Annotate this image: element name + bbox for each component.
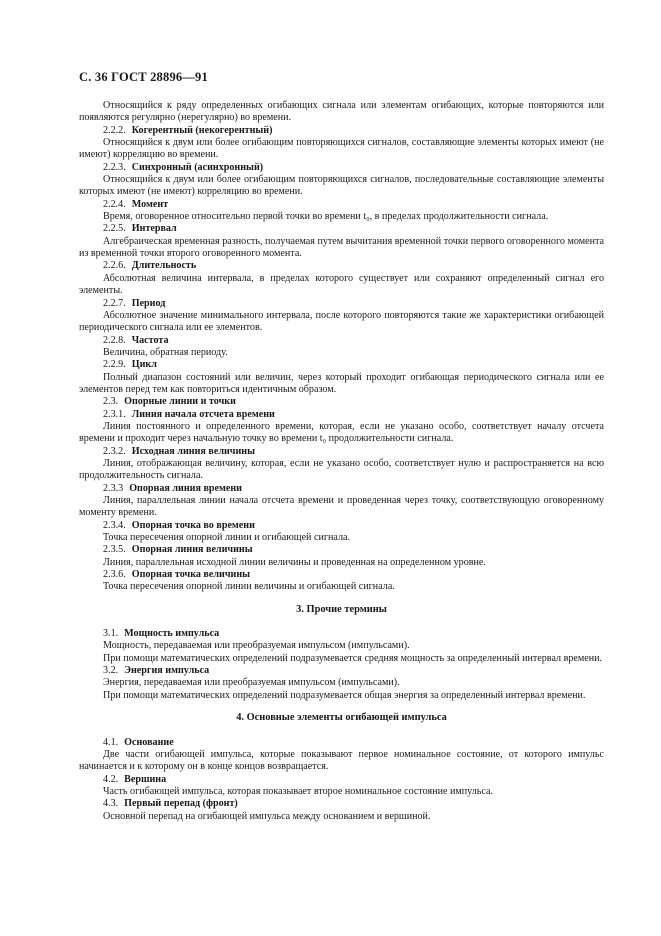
paragraph: Алгебраическая временная разность, получаемая путем вычитания временной точки первого оговоренного момента из временной точки второго оговоренного момента. bbox=[79, 235, 604, 260]
term-number: 2.3.2. bbox=[103, 445, 126, 457]
paragraph: Относящийся к двум или более огибающим повторяющихся сигналов, последовательные составляющие элементы которых имеют (не имеют) корреляцию во времени. bbox=[79, 174, 604, 198]
paragraph: Часть огибающей импульса, которая показывает второе номинальное состояние импульса. bbox=[103, 785, 494, 797]
term-number: 2.2.4. bbox=[103, 198, 126, 210]
term-heading bbox=[79, 569, 604, 581]
term-name: Опорные линии и точки bbox=[124, 396, 236, 408]
term-name: Когерентный (некогерентный) bbox=[131, 124, 273, 136]
term-heading bbox=[79, 628, 604, 640]
term-name: Длительность bbox=[131, 260, 197, 272]
paragraph: Линия, параллельная линии начала отсчета времени и проведенная через точку, соответствующую оговоренному моменту времени. bbox=[79, 495, 604, 519]
term-name: Опорная точка величины bbox=[131, 569, 251, 581]
term-number: 2.2.8. bbox=[103, 334, 126, 346]
term-name: Синхронный (асинхронный) bbox=[131, 161, 264, 173]
term-name: Опорная линия времени bbox=[129, 482, 242, 494]
term-heading bbox=[79, 359, 604, 371]
term-heading bbox=[79, 298, 604, 310]
paragraph: Линия, параллельная исходной линии величины и проведенная на определенном уровне. bbox=[103, 556, 486, 568]
term-number: 2.2.7. bbox=[103, 297, 126, 309]
term-number: 2.3.1. bbox=[103, 408, 126, 420]
term-number: 3.1. bbox=[103, 628, 119, 640]
term-name: Период bbox=[131, 297, 166, 309]
term-name: Опорная точка во времени bbox=[131, 519, 255, 531]
term-number: 2.3.3 bbox=[103, 482, 124, 494]
term-heading bbox=[79, 199, 604, 211]
term-heading bbox=[79, 446, 604, 458]
section-heading: 3. Прочие термины bbox=[296, 603, 387, 615]
term-heading bbox=[79, 409, 604, 421]
term-name: Исходная линия величины bbox=[131, 445, 255, 457]
paragraph: Линия, отображающая величину, которая, если не указано особо, соответствует нулю и распространяется на всю продолжительность сигнала. bbox=[79, 457, 604, 482]
paragraph: При помощи математических определений подразумевается средняя мощность за определенный интервал времени. bbox=[103, 652, 603, 664]
term-number: 2.2.3. bbox=[103, 161, 126, 173]
term-number: 4.3. bbox=[103, 798, 119, 810]
term-heading bbox=[79, 260, 604, 272]
paragraph: Точка пересечения опорной линии и огибающей сигнала. bbox=[103, 532, 351, 544]
term-name: Мощность импульса bbox=[124, 628, 220, 640]
term-name: Момент bbox=[131, 198, 169, 210]
term-number: 2.3.4. bbox=[103, 519, 126, 531]
term-heading bbox=[79, 774, 604, 786]
term-name: Опорная линия величины bbox=[131, 544, 253, 556]
term-heading bbox=[79, 544, 604, 556]
term-heading bbox=[79, 335, 604, 347]
term-number: 2.2.5. bbox=[103, 223, 126, 235]
term-heading bbox=[79, 520, 604, 532]
term-heading bbox=[79, 665, 604, 677]
term-name: Интервал bbox=[131, 223, 177, 235]
term-name: Энергия импульса bbox=[124, 665, 210, 677]
paragraph: Абсолютное значение минимального интервала, после которого повторяются такие же характеристики огибающей периодического сигнала или ее элементов. bbox=[79, 309, 604, 334]
term-heading bbox=[79, 162, 604, 174]
term-number: 2.2.9. bbox=[103, 359, 126, 371]
paragraph: Точка пересечения опорной линии величины и огибающей сигнала. bbox=[103, 581, 395, 593]
term-name: Линия начала отсчета времени bbox=[131, 408, 275, 420]
paragraph: Линия постоянного и определенного времени, которая, если не указано особо, соответствует началу отсчета времени и проходит через начальную точку во времени t₀ продолжительности сигнала. bbox=[79, 420, 604, 445]
term-name: Частота bbox=[131, 334, 169, 346]
term-number: 2.2.6. bbox=[103, 260, 126, 272]
term-number: 2.2.2. bbox=[103, 124, 126, 136]
paragraph: Мощность, передаваемая или преобразуемая импульсом (импульсами). bbox=[103, 640, 410, 652]
term-heading bbox=[79, 223, 604, 235]
term-name: Первый перепад (фронт) bbox=[124, 798, 238, 810]
paragraph: Основной перепад на огибающей импульса между основанием и вершиной. bbox=[103, 810, 431, 822]
paragraph: Относящийся к двум или более огибающим повторяющихся сигналов, составляющие элементы которых имеют (не имеют) корреляцию во времени. bbox=[79, 137, 604, 161]
paragraph: Энергия, передаваемая или преобразуемая импульсом (импульсами). bbox=[103, 677, 400, 689]
term-name: Цикл bbox=[131, 359, 157, 371]
term-number: 4.1. bbox=[103, 736, 119, 748]
paragraph: Полный диапазон состояний или величин, через который проходит огибающая периодического сигнала или ее элементов перед тем как повториться идентичным образом. bbox=[79, 371, 604, 395]
page-header: С. 36 ГОСТ 28896—91 bbox=[79, 70, 208, 84]
paragraph: Абсолютная величина интервала, в пределах которого существует или сохраняют определенный сигнал его элементы. bbox=[79, 272, 604, 297]
term-heading bbox=[79, 798, 604, 810]
term-name: Вершина bbox=[124, 773, 167, 785]
paragraph: Величина, обратная периоду. bbox=[103, 346, 228, 358]
paragraph: Время, оговоренное относительно первой точки во времени t₀, в пределах продолжительности сигнала. bbox=[103, 211, 549, 223]
term-number: 2.3. bbox=[103, 396, 119, 408]
paragraph: При помощи математических определений подразумевается общая энергия за определенный интервал времени. bbox=[103, 689, 586, 701]
term-heading bbox=[79, 483, 604, 495]
paragraph: Две части огибающей импульса, которые показывают первое номинальное состояние, от которого импульс начинается и к которому он в конце концов возвращается. bbox=[79, 748, 604, 773]
term-number: 3.2. bbox=[103, 665, 119, 677]
document-body bbox=[79, 100, 604, 823]
term-number: 4.2. bbox=[103, 773, 119, 785]
term-number: 2.3.6. bbox=[103, 569, 126, 581]
paragraph: Относящийся к ряду определенных огибающих сигнала или элементам огибающих, которые повторяются или появляются регулярно (нерегулярно) во времени. bbox=[79, 100, 604, 124]
term-number: 2.3.5. bbox=[103, 544, 126, 556]
term-name: Основание bbox=[124, 736, 174, 748]
term-heading bbox=[79, 737, 604, 749]
section-heading: 4. Основные элементы огибающей импульса bbox=[236, 712, 447, 724]
term-heading bbox=[79, 125, 604, 137]
term-heading bbox=[79, 396, 604, 408]
